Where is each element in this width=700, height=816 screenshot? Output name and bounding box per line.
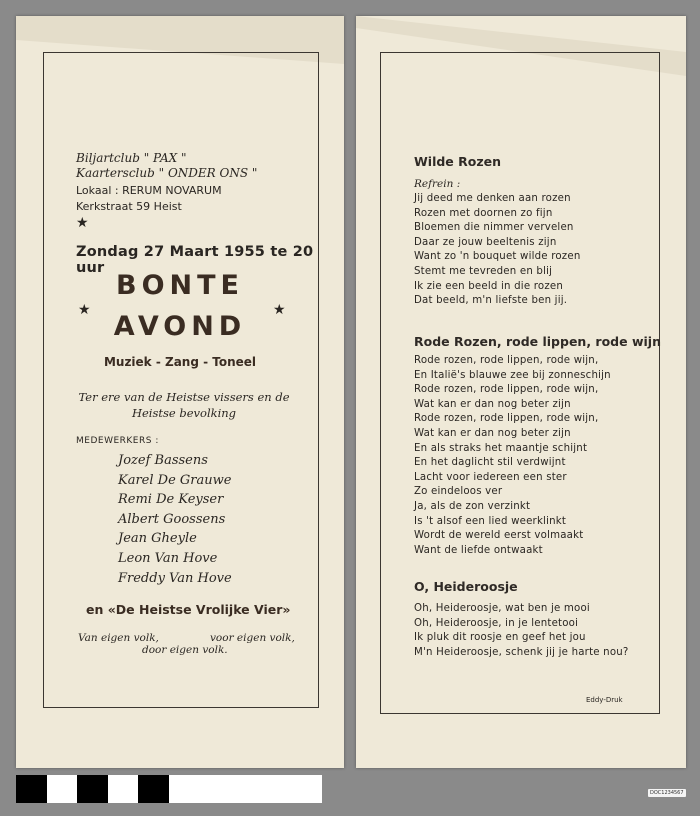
lyric-line: Rode rozen, rode lippen, rode wijn,	[414, 413, 599, 425]
list-item: Albert Goossens	[118, 511, 226, 527]
star-icon: ★	[273, 302, 286, 318]
lyric-line: Bloemen die nimmer vervelen	[414, 222, 574, 234]
lyric-line: Rode rozen, rode lippen, rode wijn,	[414, 355, 599, 366]
list-item: Remi De Keyser	[118, 492, 224, 508]
left-page	[16, 16, 344, 768]
lyric-line: Ja, als de zon verzinkt	[414, 500, 531, 512]
title-bonte: BONTE	[116, 270, 244, 301]
right-page	[356, 16, 686, 768]
lyric-line: Want zo 'n bouquet wilde rozen	[414, 251, 581, 263]
song-lyrics	[414, 602, 629, 660]
lyric-line: Oh, Heideroosje, in je lentetooi	[414, 617, 579, 629]
calibration-swatch	[291, 775, 322, 803]
motto-line: voor eigen volk,	[210, 632, 295, 644]
club-name-pax: Biljartclub " PAX "	[76, 151, 187, 165]
calibration-swatch	[108, 775, 139, 803]
lyric-line: M'n Heideroosje, schenk jij je harte nou?	[414, 646, 629, 658]
venue: Lokaal : RERUM NOVARUM	[76, 184, 222, 197]
song-title-rode-rozen: Rode Rozen, rode lippen, rode wijn	[414, 334, 661, 349]
lyric-line: Wordt de wereld eerst volmaakt	[414, 530, 584, 542]
address: Kerkstraat 59 Heist	[76, 200, 182, 213]
lyric-line: Rode rozen, rode lippen, rode wijn,	[414, 384, 599, 396]
song-title-wilde-rozen: Wilde Rozen	[414, 154, 501, 169]
calibration-swatch	[169, 775, 200, 803]
song-lyrics	[414, 354, 611, 558]
archive-tag: DOC1234567	[650, 790, 684, 796]
subtitle: Muziek - Zang - Toneel	[103, 355, 257, 369]
lyric-line: Is 't alsof een lied weerklinkt	[414, 515, 567, 527]
calibration-swatch	[16, 775, 47, 803]
lyric-line: En het daglicht stil verdwijnt	[414, 457, 566, 469]
medewerkers-list	[118, 451, 232, 588]
medewerkers-label: MEDEWERKERS :	[76, 436, 159, 446]
club-name-onder-ons: Kaartersclub " ONDER ONS "	[76, 166, 258, 180]
lyric-line: Want de liefde ontwaakt	[414, 544, 543, 556]
title-avond: AVOND	[113, 311, 247, 342]
calibration-swatch	[47, 775, 78, 803]
song-lyrics	[414, 192, 580, 309]
motto-line: Van eigen volk,	[78, 632, 159, 644]
lyric-line: Wat kan er dan nog beter zijn	[414, 427, 571, 439]
calibration-swatch	[138, 775, 169, 803]
lyric-line: Dat beeld, m'n liefste ben jij.	[414, 295, 568, 307]
calibration-swatch	[200, 775, 231, 803]
calibration-swatch	[261, 775, 292, 803]
event-date: Zondag 27 Maart 1955 te 20 uur	[76, 244, 314, 276]
calibration-swatch	[230, 775, 261, 803]
list-item: Jozef Bassens	[118, 453, 208, 468]
list-item: Leon Van Hove	[118, 550, 218, 566]
list-item: Jean Gheyle	[118, 531, 197, 547]
group-name: en «De Heistse Vrolijke Vier»	[86, 602, 291, 617]
lyric-line: Wat kan er dan nog beter zijn	[414, 398, 571, 410]
printer-mark: Eddy-Druk	[586, 696, 623, 704]
lyric-line: Lacht voor iedereen een ster	[414, 471, 567, 483]
star-icon: ★	[78, 302, 91, 318]
lyric-line: Oh, Heideroosje, wat ben je mooi	[414, 603, 590, 614]
dedication: Ter ere van de Heistse vissers en de Heistse bevolking	[78, 390, 290, 420]
list-item: Freddy Van Hove	[118, 570, 232, 586]
lyric-line: Ik zie een beeld in die rozen	[414, 280, 563, 292]
lyric-line: Stemt me tevreden en blij	[414, 265, 553, 277]
lyric-line: Zo eindeloos ver	[414, 486, 503, 498]
star-icon: ★	[76, 215, 89, 231]
song-title-heideroosje: O, Heideroosje	[414, 579, 518, 594]
motto-line: door eigen volk.	[142, 644, 228, 656]
list-item: Karel De Grauwe	[118, 472, 232, 488]
lyric-line: Jij deed me denken aan rozen	[414, 193, 571, 204]
calibration-swatch	[77, 775, 108, 803]
lyric-line: Ik pluk dit roosje en geef het jou	[414, 632, 586, 644]
lyric-line: En Italië's blauwe zee bij zonneschijn	[414, 369, 611, 381]
refrain-label: Refrein :	[414, 178, 461, 190]
lyric-line: Daar ze jouw beeltenis zijn	[414, 236, 557, 248]
lyric-line: En als straks het maantje schijnt	[414, 442, 588, 454]
color-calibration-bar	[16, 775, 322, 803]
lyric-line: Rozen met doornen zo fijn	[414, 207, 553, 219]
